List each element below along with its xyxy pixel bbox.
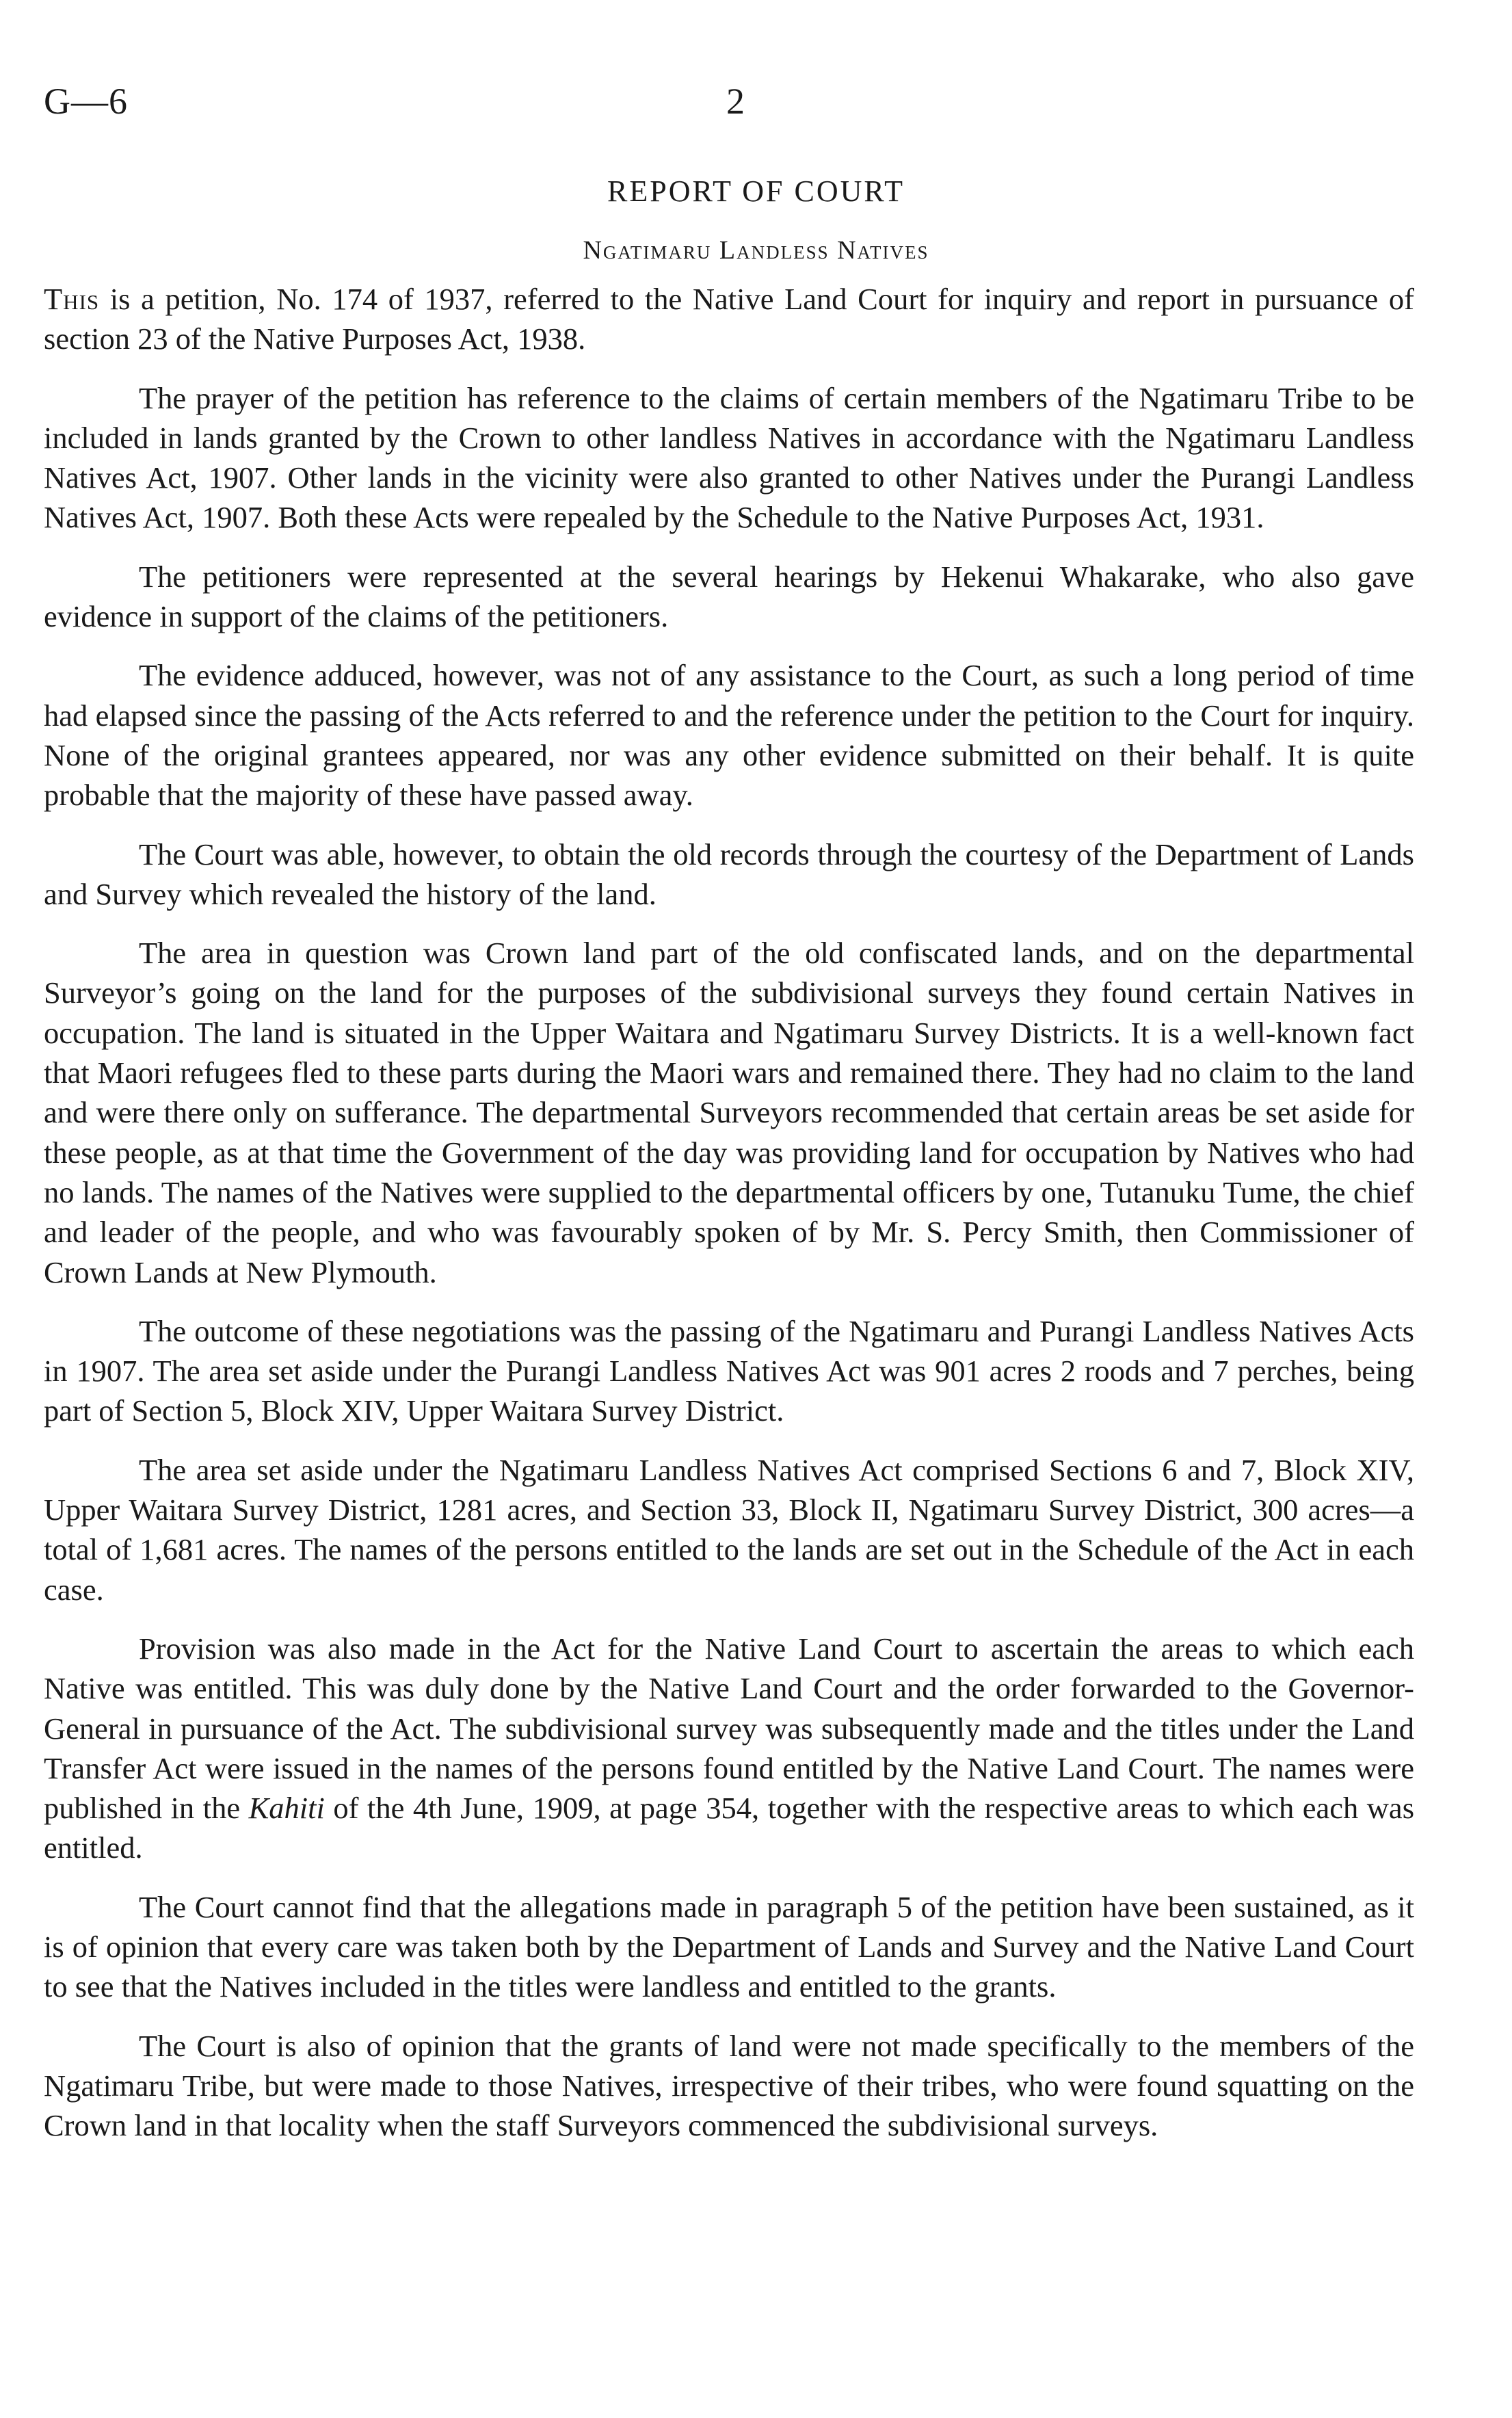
report-body <box>44 279 1414 2164</box>
paragraph-5: The Court was able, however, to obtain the old records through the courtesy of the Department of Lands and Survey which revealed the history of the land. <box>44 837 1414 911</box>
paragraph-1-lead-word: This <box>44 282 100 316</box>
paragraph-1 <box>44 279 1414 359</box>
paragraph-10: The Court cannot find that the allegations made in paragraph 5 of the petition have been sustained, as it is of opinion that every care was taken both by the Department of Lands and Survey and the Native Land Court to see that the Natives included in the titles were landless and entitled to the grants. <box>44 1889 1414 2004</box>
document-reference: G—6 <box>44 81 128 122</box>
paragraph-4: The evidence adduced, however, was not of any assistance to the Court, as such a long period of time had elapsed since the passing of the Acts referred to and the reference under the petition to the Court for inquiry. None of the original grantees appeared, nor was any other evidence submitted on their behalf. It is quite probable that the majority of these have passed away. <box>44 658 1414 813</box>
report-title: REPORT OF COURT <box>607 174 905 208</box>
paragraph-9-text-before: Provision was also made in the Act for the Native Land Court to ascertain the areas to which each Native was entitled. This was duly done by the Native Land Court and the order forwarded to the Governor-General in pursuance of the Act. The subdivisional survey was subsequently made and the titles under the Land Transfer Act were issued in the names of the persons found entitled by the Native Land Court. The names were published in the <box>44 1631 1414 1826</box>
paragraph-9 <box>44 1629 1414 1868</box>
paragraph-11: The Court is also of opinion that the grants of land were not made specifically to the members of the Ngatimaru Tribe, but were made to those Natives, irrespective of their tribes, who were found squatting on the Crown land in that locality when the staff Surveyors commenced the subdivisional surveys. <box>44 2028 1414 2143</box>
section-title: Ngatimaru Landless Natives <box>583 236 929 265</box>
kahiti-title: Kahiti <box>248 1791 325 1826</box>
paragraph-8: The area set aside under the Ngatimaru Landless Natives Act comprised Sections 6 and 7, Block XIV, Upper Waitara Survey District, 1281 acres, and Section 33, Block II, Ngatimaru Survey District, 300 acres—a total of 1,681 acres. The names of the persons entitled to the lands are set out in the Schedule of the Act in each case. <box>44 1452 1414 1607</box>
paragraph-3: The petitioners were represented at the several hearings by Hekenui Whakarake, who also gave evidence in support of the claims of the petitioners. <box>44 559 1414 634</box>
paragraph-9-text-after: of the 4th June, 1909, at page 354, together with the respective areas to which each was entitled. <box>44 1791 1415 1865</box>
paragraph-7: The outcome of these negotiations was the passing of the Ngatimaru and Purangi Landless Natives Acts in 1907. The area set aside under the Purangi Landless Natives Act was 901 acres 2 roods and 7 perches, being part of Section 5, Block XIV, Upper Waitara Survey District. <box>44 1313 1414 1428</box>
paragraph-2: The prayer of the petition has reference to the claims of certain members of the Ngatimaru Tribe to be included in lands granted by the Crown to other landless Natives in accordance with the Ngatimaru Landless Natives Act, 1907. Other lands in the vicinity were also granted to other Natives under the Purangi Landless Natives Act, 1907. Both these Acts were repealed by the Schedule to the Native Purposes Act, 1931. <box>44 380 1414 535</box>
page-number: 2 <box>726 81 745 122</box>
paragraph-1-text: is a petition, No. 174 of 1937, referred to the Native Land Court for inquiry and report in pursuance of section 23 of the Native Purposes Act, 1938. <box>44 282 1414 356</box>
paragraph-6: The area in question was Crown land part of the old confiscated lands, and on the departmental Surveyor’s going on the land for the purposes of the subdivisional surveys they found certain Natives in occupation. The land is situated in the Upper Waitara and Ngatimaru Survey Districts. It is a well-known fact that Maori refugees fled to these parts during the Maori wars and remained there. They had no claim to the land and were there only on sufferance. The departmental Surveyors recommended that certain areas be set aside for these people, as at that time the Government of the day was providing land for occupation by Natives who had no lands. The names of the Natives were supplied to the departmental officers by one, Tutanuku Tume, the chief and leader of the people, and who was favourably spoken of by Mr. S. Percy Smith, then Commissioner of Crown Lands at New Plymouth. <box>44 936 1414 1289</box>
